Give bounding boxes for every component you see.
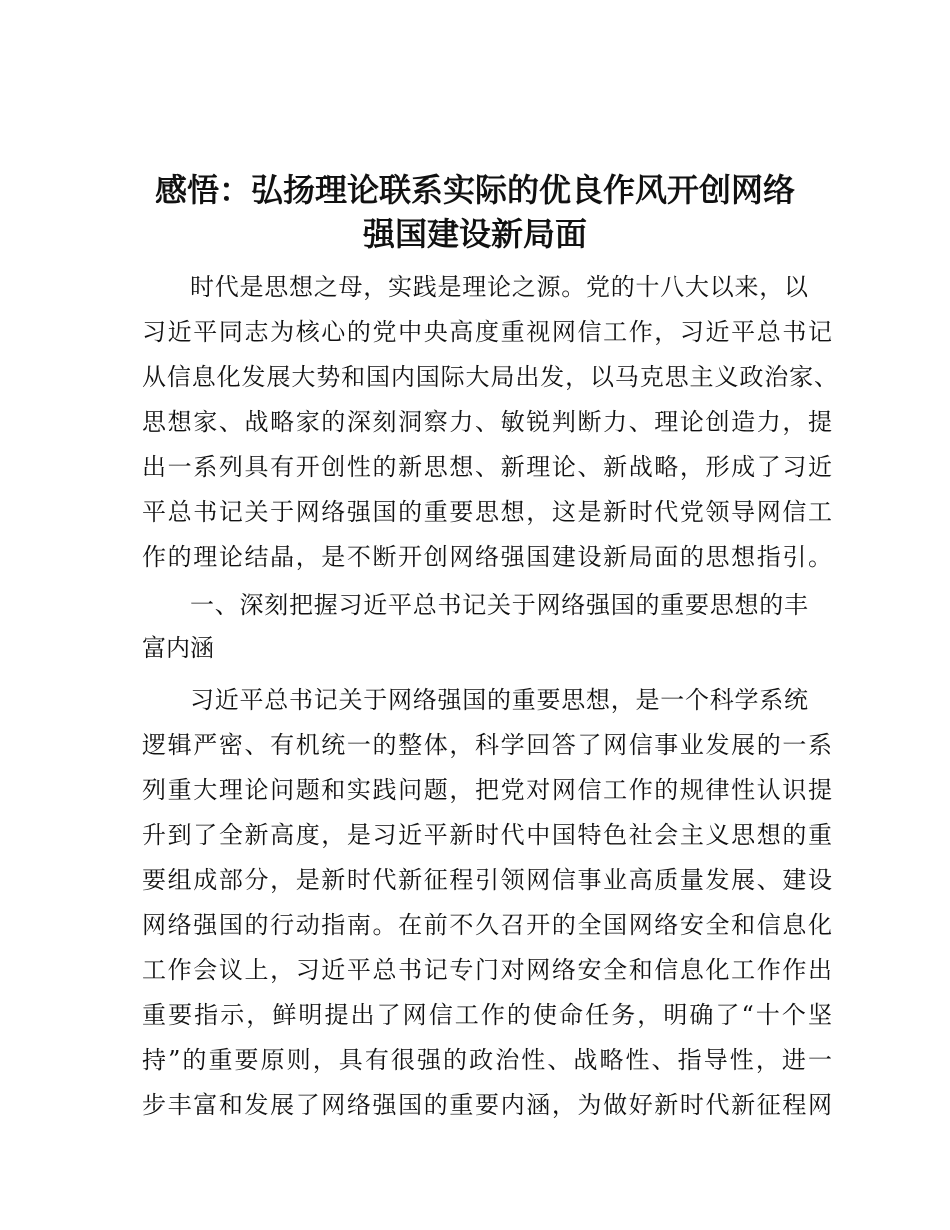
paragraph-1-line-7: 作的理论结晶，是不断开创网络强国建设新局面的思想指引。 (142, 543, 832, 571)
section-heading-line-2: 富内涵 (142, 634, 214, 662)
paragraph-3-line-10: 步丰富和发展了网络强国的重要内涵，为做好新时代新征程网 (142, 1091, 832, 1119)
paragraph-1-line-4: 思想家、战略家的深刻洞察力、敏锐判断力、理论创造力，提 (142, 408, 832, 436)
paragraph-3-line-1: 习近平总书记关于网络强国的重要思想，是一个科学系统 (190, 686, 808, 714)
paragraph-3-line-3: 列重大理论问题和实践问题，把党对网信工作的规律性认识提 (142, 776, 832, 804)
section-heading-line-1: 一、深刻把握习近平总书记关于网络强国的重要思想的丰 (190, 591, 808, 619)
document-title-line-2: 强国建设新局面 (362, 215, 587, 253)
paragraph-1-line-1: 时代是思想之母，实践是理论之源。党的十八大以来，以 (190, 273, 808, 301)
paragraph-3-line-2: 逻辑严密、有机统一的整体，科学回答了网信事业发展的一系 (142, 731, 832, 759)
paragraph-3-line-4: 升到了全新高度，是习近平新时代中国特色社会主义思想的重 (142, 821, 832, 849)
paragraph-1-line-5: 出一系列具有开创性的新思想、新理论、新战略，形成了习近 (142, 453, 832, 481)
paragraph-3-line-6: 网络强国的行动指南。在前不久召开的全国网络安全和信息化 (142, 911, 832, 939)
paragraph-1-line-6: 平总书记关于网络强国的重要思想，这是新时代党领导网信工 (142, 498, 832, 526)
paragraph-3-line-5: 要组成部分，是新时代新征程引领网信事业高质量发展、建设 (142, 866, 832, 894)
paragraph-1-line-3: 从信息化发展大势和国内国际大局出发，以马克思主义政治家、 (142, 363, 838, 391)
paragraph-3-line-9: 持”的重要原则，具有很强的政治性、战略性、指导性，进一 (142, 1046, 832, 1074)
document-title-line-1: 感悟：弘扬理论联系实际的优良作风开创网络 (154, 171, 795, 209)
paragraph-3-line-7: 工作会议上，习近平总书记专门对网络安全和信息化工作作出 (142, 956, 832, 984)
paragraph-1-line-2: 习近平同志为核心的党中央高度重视网信工作，习近平总书记 (142, 318, 832, 346)
paragraph-3-line-8: 重要指示，鲜明提出了网信工作的使命任务，明确了“十个坚 (142, 1001, 832, 1029)
